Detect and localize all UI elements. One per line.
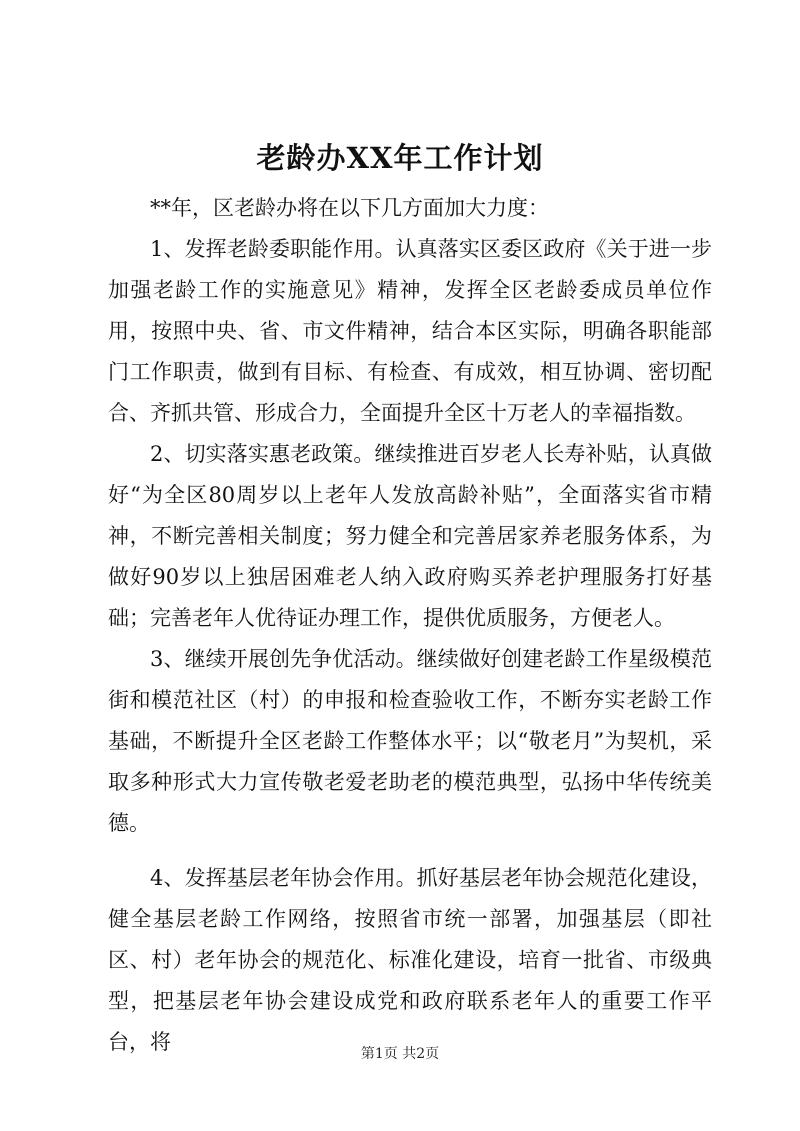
paragraph-1: 1、发挥老龄委职能作用。认真落实区委区政府《关于进一步加强老龄工作的实施意见》精神，发挥全区老龄委成员单位作用，按照中央、省、市文件精神，结合本区实际，明确各职能部门工作职责，做到有目标、有检查、有成效，相互协调、密切配合、齐抓共管、形成合力，全面提升全区十万老人的幸福指数。 — [108, 237, 712, 425]
intro-paragraph: **年，区老龄办将在以下几方面加大力度： — [150, 196, 549, 220]
paragraph-2: 2、切实落实惠老政策。继续推进百岁老人长寿补贴，认真做好“为全区80周岁以上老年人发放高龄补贴”，全面落实省市精神，不断完善相关制度；努力健全和完善居家养老服务体系，为做好90岁以上独居困难老人纳入政府购买养老护理服务打好基础；完善老年人优待证办理工作，提供优质服务，方便老人。 — [108, 442, 712, 630]
document-title: 老龄办XX年工作计划 — [256, 141, 544, 175]
document-body — [108, 188, 712, 1063]
paragraph-4: 4、发挥基层老年协会作用。抓好基层老年协会规范化建设，健全基层老龄工作网络，按照省市统一部署，加强基层（即社区、村）老年协会的规范化、标准化建设，培育一批省、市级典型，把基层老年协会建设成党和政府联系老年人的重要工作平台，将 — [108, 866, 712, 1054]
paragraph-3: 3、继续开展创先争优活动。继续做好创建老龄工作星级模范街和模范社区（村）的申报和检查验收工作，不断夯实老龄工作基础，不断提升全区老龄工作整体水平；以“敬老月”为契机，采取多种形式大力宣传敬老爱老助老的模范典型，弘扬中华传统美德。 — [108, 647, 712, 835]
page-footer: 第1页 共2页 — [360, 1046, 440, 1062]
